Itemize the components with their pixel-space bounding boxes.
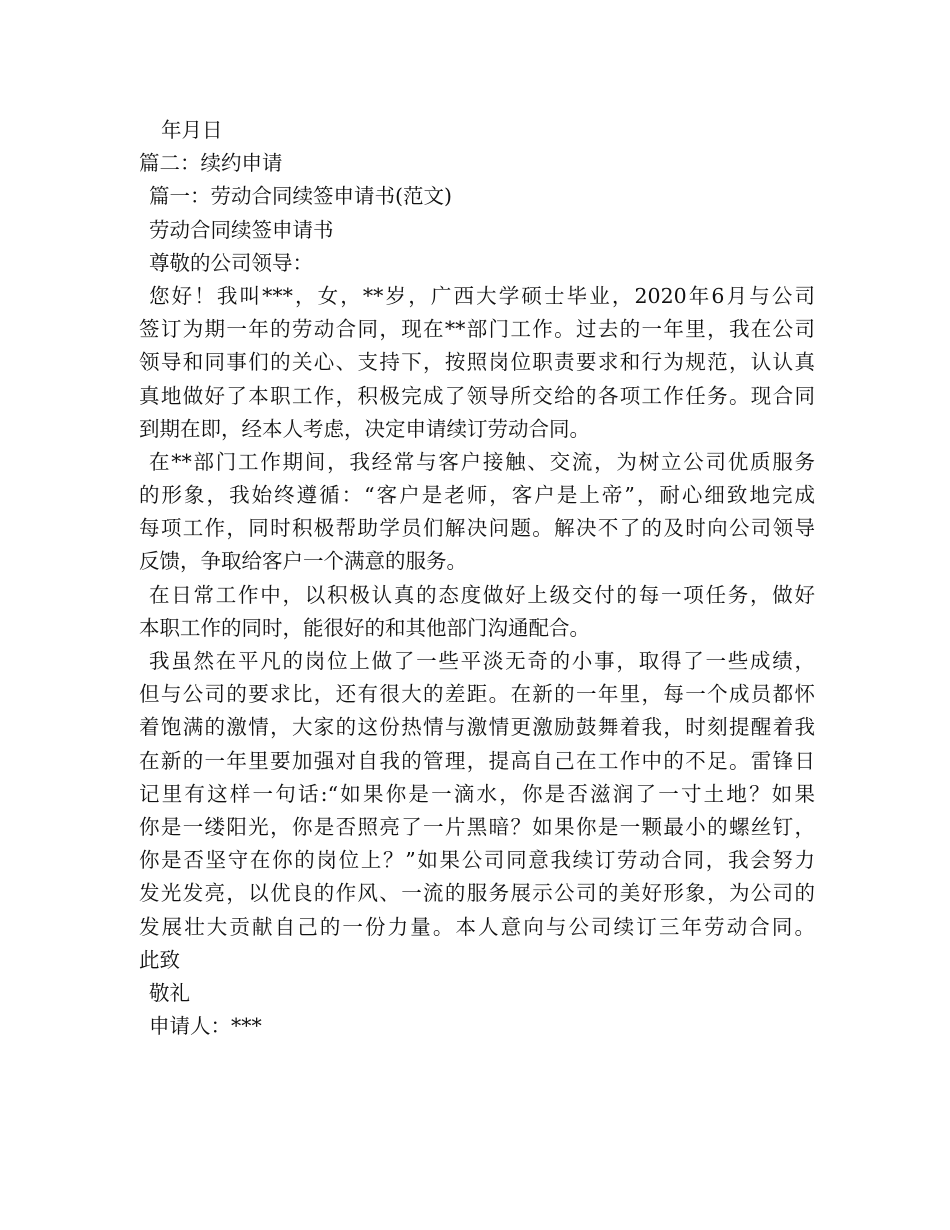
text-line: 年月日 (161, 118, 223, 142)
text-line: 每项工作，同时积极帮助学员们解决问题。解决不了的及时向公司领导 (139, 516, 815, 541)
text-line: 签订为期一年的劳动合同，现在**部门工作。过去的一年里，我在公司 (139, 317, 815, 342)
text-line: 篇二：续约申请 (139, 151, 283, 176)
text-line: 在**部门工作期间，我经常与客户接触、交流，为树立公司优质服务 (149, 449, 815, 474)
text-line: 着饱满的激情，大家的这份热情与激情更激励鼓舞着我，时刻提醒着我 (139, 715, 815, 740)
text-line: 您好！我叫***，女，**岁，广西大学硕士毕业，2020年6月与公司 (149, 283, 815, 308)
text-line: 本职工作的同时，能很好的和其他部门沟通配合。 (139, 615, 590, 640)
text-line: 领导和同事们的关心、支持下，按照岗位职责要求和行为规范，认认真 (139, 350, 815, 375)
text-line: 申请人：*** (149, 1014, 262, 1039)
text-line: 此致 (139, 947, 180, 972)
text-line: 篇一：劳动合同续签申请书(范文) (149, 184, 452, 209)
text-line: 发展壮大贡献自己的一份力量。本人意向与公司续订三年劳动合同。 (139, 914, 815, 939)
text-line: 在日常工作中，以积极认真的态度做好上级交付的每一项任务，做好 (149, 582, 815, 607)
text-line: 到期在即，经本人考虑，决定申请续订劳动合同。 (139, 416, 590, 441)
text-line: 你是一缕阳光，你是否照亮了一片黑暗？如果你是一颗最小的螺丝钉， (139, 814, 815, 839)
text-line: 的形象，我始终遵循：“客户是老师，客户是上帝”，耐心细致地完成 (139, 483, 815, 508)
text-line: 尊敬的公司领导： (149, 250, 313, 275)
text-line: 我虽然在平凡的岗位上做了一些平淡无奇的小事，取得了一些成绩， (149, 649, 815, 673)
text-line: 敬礼 (149, 980, 190, 1005)
text-line: 记里有这样一句话:“如果你是一滴水，你是否滋润了一寸土地？如果 (139, 781, 815, 806)
text-line: 反馈，争取给客户一个满意的服务。 (139, 549, 467, 574)
text-line: 劳动合同续签申请书 (149, 217, 334, 242)
text-line: 真地做好了本职工作，积极完成了领导所交给的各项工作任务。现合同 (139, 383, 815, 408)
document-body (139, 114, 815, 1043)
text-line: 发光发亮，以优良的作风、一流的服务展示公司的美好形象，为公司的 (139, 881, 815, 906)
text-line: 在新的一年里要加强对自我的管理，提高自己在工作中的不足。雷锋日 (139, 748, 815, 773)
text-line: 但与公司的要求比，还有很大的差距。在新的一年里，每一个成员都怀 (139, 682, 815, 707)
text-line: 你是否坚守在你的岗位上？”如果公司同意我续订劳动合同，我会努力 (139, 848, 815, 873)
